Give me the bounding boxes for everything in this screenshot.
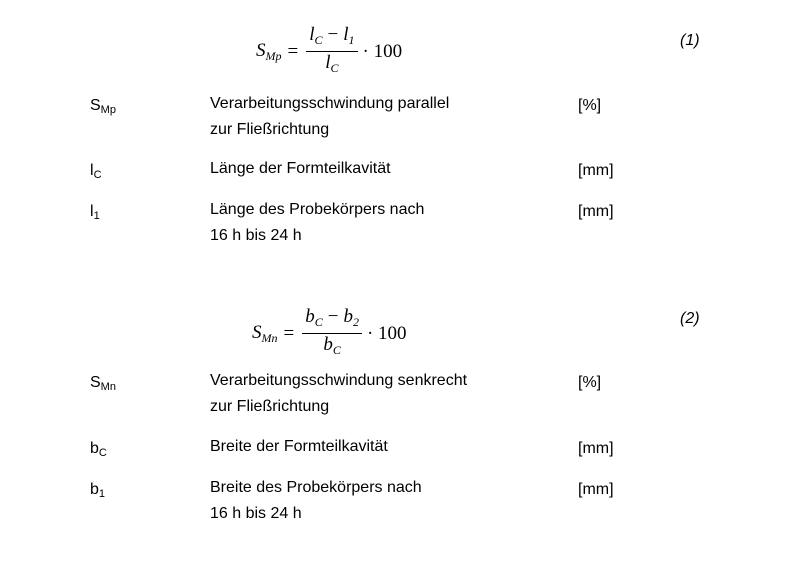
description-b1: Breite des Probekörpers nach 16 h bis 24 h — [210, 479, 422, 522]
description-lc: Länge der Formteilkavität — [210, 160, 391, 177]
unit-bc: [mm] — [578, 440, 614, 457]
equation-2-numerator: $b_C - b_2$ — [302, 306, 362, 334]
equation-2-equals: = — [283, 322, 295, 344]
equation-1-numerator: $l_C - l_1$ — [306, 24, 357, 52]
description-bc: Breite der Formteilkavität — [210, 438, 388, 455]
equation-2-denominator: $b_C$ — [323, 334, 341, 357]
symbol-b1: $b_1$ — [90, 481, 106, 500]
equation-2-factor: · 100 — [366, 322, 407, 344]
description-l1: Länge des Probekörpers nach 16 h bis 24 h — [210, 201, 425, 244]
unit-smn: [%] — [578, 374, 602, 391]
description-smn: Verarbeitungsschwindung senkrecht zur Fließrichtung — [210, 372, 468, 415]
equation-1 — [256, 24, 402, 79]
equation-2-lhs: $S_{Mn}$ — [252, 321, 278, 345]
unit-lc: [mm] — [578, 162, 614, 179]
equation-1-fraction — [306, 24, 357, 79]
equation-1-denominator: $l_C$ — [325, 52, 339, 75]
symbol-smp: $S_{Mp}$ — [90, 97, 116, 116]
equation-2 — [252, 306, 407, 361]
unit-b1: [mm] — [578, 481, 614, 498]
equation-2-number: (2) — [680, 310, 700, 327]
equation-1-equals: = — [287, 40, 299, 62]
symbol-bc: $b_C$ — [90, 440, 107, 459]
symbol-lc: $l_C$ — [90, 162, 102, 181]
unit-smp: [%] — [578, 97, 602, 114]
equation-1-lhs: $S_{Mp}$ — [256, 39, 282, 63]
equation-2-fraction — [302, 306, 362, 361]
symbol-l1: $l_1$ — [90, 203, 100, 222]
equation-1-number: (1) — [680, 32, 700, 49]
equation-1-factor: · 100 — [362, 40, 403, 62]
description-smp: Verarbeitungsschwindung parallel zur Fließrichtung — [210, 95, 450, 138]
symbol-smn: $S_{Mn}$ — [90, 374, 116, 393]
unit-l1: [mm] — [578, 203, 614, 220]
